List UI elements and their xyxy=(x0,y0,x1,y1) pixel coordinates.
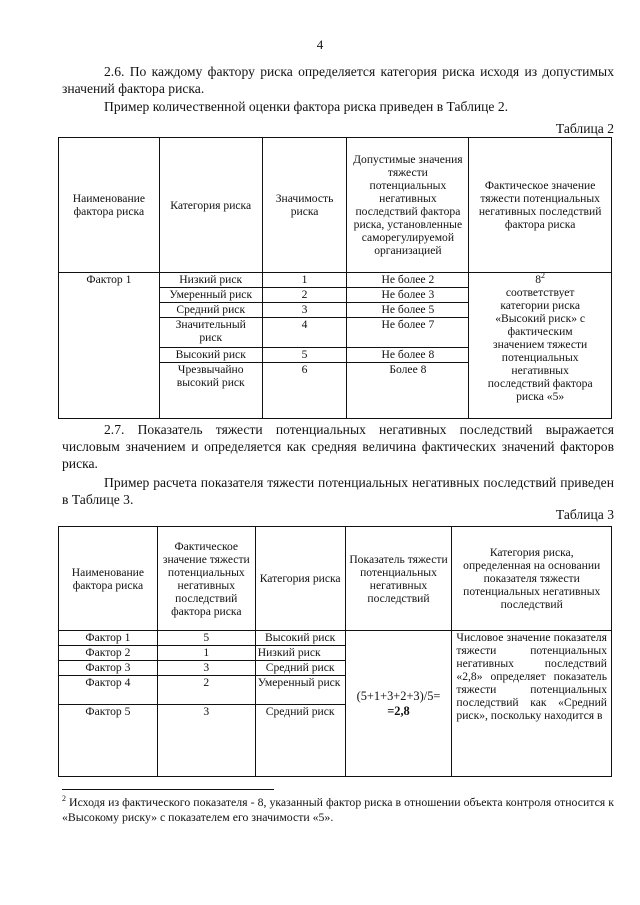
t3-result-value: =2,8 xyxy=(387,703,410,718)
t3-header-actual: Фактическое значение тяжести потенциальных негативных последствий фактора риска xyxy=(157,527,255,631)
t2-header-name: Наименование фактора риска xyxy=(59,138,160,273)
table-row xyxy=(59,273,612,288)
t3-conclusion-cell: Числовое значение показателя тяжести потенциальных негативных последствий «2,8» определяет показатель тяжести потенциальных последствий как «Средний риск», поскольку находится в xyxy=(452,631,612,777)
table-3-intro: Пример расчета показателя тяжести потенциальных негативных последствий приведен в Таблице 3. xyxy=(62,475,614,507)
t3-actual-value: 3 xyxy=(157,705,255,777)
t3-category-cell: Высокий риск xyxy=(255,631,345,646)
t2-allowed-cell: Более 8 xyxy=(347,363,469,419)
t2-header-category: Категория риска xyxy=(159,138,262,273)
t2-significance-cell: 5 xyxy=(262,348,347,363)
t2-significance-cell: 2 xyxy=(262,288,347,303)
t2-category-cell: Средний риск xyxy=(159,303,262,318)
t3-factor-name: Фактор 5 xyxy=(59,705,158,777)
paragraph-2-6: 2.6. По каждому фактору риска определяется категория риска исходя из допустимых значений фактора риска. xyxy=(62,64,614,96)
t3-factor-name: Фактор 1 xyxy=(59,631,158,646)
page-number: 4 xyxy=(316,37,324,52)
t3-category-cell: Средний риск xyxy=(255,661,345,676)
table-3-header-row xyxy=(59,527,612,631)
t2-header-allowed: Допустимые значения тяжести потенциальных негативных последствий фактора риска, установленные саморегулируемой организацией xyxy=(347,138,469,273)
t3-factor-name: Фактор 3 xyxy=(59,661,158,676)
t3-factor-name: Фактор 4 xyxy=(59,676,158,705)
risk-category-table xyxy=(58,137,612,419)
t3-header-name: Наименование фактора риска xyxy=(59,527,158,631)
footnote-divider xyxy=(62,789,274,790)
t3-category-cell: Средний риск xyxy=(255,705,345,777)
t2-actual-value-cell xyxy=(469,273,612,419)
footnote-text: Исходя из фактического показателя - 8, указанный фактор риска в отношении объекта контроля относится к «Высокому риску» с показателем его значимости «5». xyxy=(62,795,614,824)
table-2-header-row xyxy=(59,138,612,273)
t3-indicator-cell xyxy=(345,631,452,777)
table-2-intro: Пример количественной оценки фактора риска приведен в Таблице 2. xyxy=(104,99,509,114)
t2-allowed-cell: Не более 5 xyxy=(347,303,469,318)
t2-category-cell: Низкий риск xyxy=(159,273,262,288)
t2-category-cell: Умеренный риск xyxy=(159,288,262,303)
t3-actual-value: 2 xyxy=(157,676,255,705)
t3-category-cell: Низкий риск xyxy=(255,646,345,661)
t2-significance-cell: 6 xyxy=(262,363,347,419)
footnote-ref: 2 xyxy=(541,271,546,281)
t2-category-cell: Значительный риск xyxy=(159,318,262,348)
table-2-caption: Таблица 2 xyxy=(555,121,614,136)
t2-allowed-cell: Не более 3 xyxy=(347,288,469,303)
t2-actual-explanation: соответствует категории риска «Высокий риск» с фактическим значением тяжести потенциальных негативных последствий фактора риска «5» xyxy=(487,286,593,403)
t3-header-category: Категория риска xyxy=(255,527,345,631)
t2-allowed-cell: Не более 7 xyxy=(347,318,469,348)
t3-actual-value: 3 xyxy=(157,661,255,676)
t3-factor-name: Фактор 2 xyxy=(59,646,158,661)
t2-category-cell: Высокий риск xyxy=(159,348,262,363)
t2-significance-cell: 3 xyxy=(262,303,347,318)
t2-header-significance: Значимость риска xyxy=(262,138,347,273)
footnote xyxy=(62,795,614,825)
table-3-caption: Таблица 3 xyxy=(555,507,614,522)
t2-category-cell: Чрезвычайно высокий риск xyxy=(159,363,262,419)
t2-allowed-cell: Не более 2 xyxy=(347,273,469,288)
t2-significance-cell: 4 xyxy=(262,318,347,348)
t2-allowed-cell: Не более 8 xyxy=(347,348,469,363)
table-row xyxy=(59,631,612,646)
severity-indicator-table xyxy=(58,526,612,777)
t3-formula: (5+1+3+2+3)/5= xyxy=(356,688,441,703)
t3-header-indicator: Показатель тяжести потенциальных негативных последствий xyxy=(345,527,452,631)
t3-category-cell: Умеренный риск xyxy=(255,676,345,705)
t3-actual-value: 1 xyxy=(157,646,255,661)
t3-actual-value: 5 xyxy=(157,631,255,646)
t2-factor-name: Фактор 1 xyxy=(59,273,160,419)
t2-significance-cell: 1 xyxy=(262,273,347,288)
t3-header-result-category: Категория риска, определенная на основании показателя тяжести потенциальных негативных последствий xyxy=(452,527,612,631)
footnote-mark: 2 xyxy=(62,794,66,804)
paragraph-2-7: 2.7. Показатель тяжести потенциальных негативных последствий выражается числовым значением и определяется как средняя величина фактических значений факторов риска. xyxy=(62,422,614,471)
t2-header-actual: Фактическое значение тяжести потенциальных негативных последствий фактора риска xyxy=(469,138,612,273)
t2-actual-value: 8 xyxy=(535,273,542,286)
